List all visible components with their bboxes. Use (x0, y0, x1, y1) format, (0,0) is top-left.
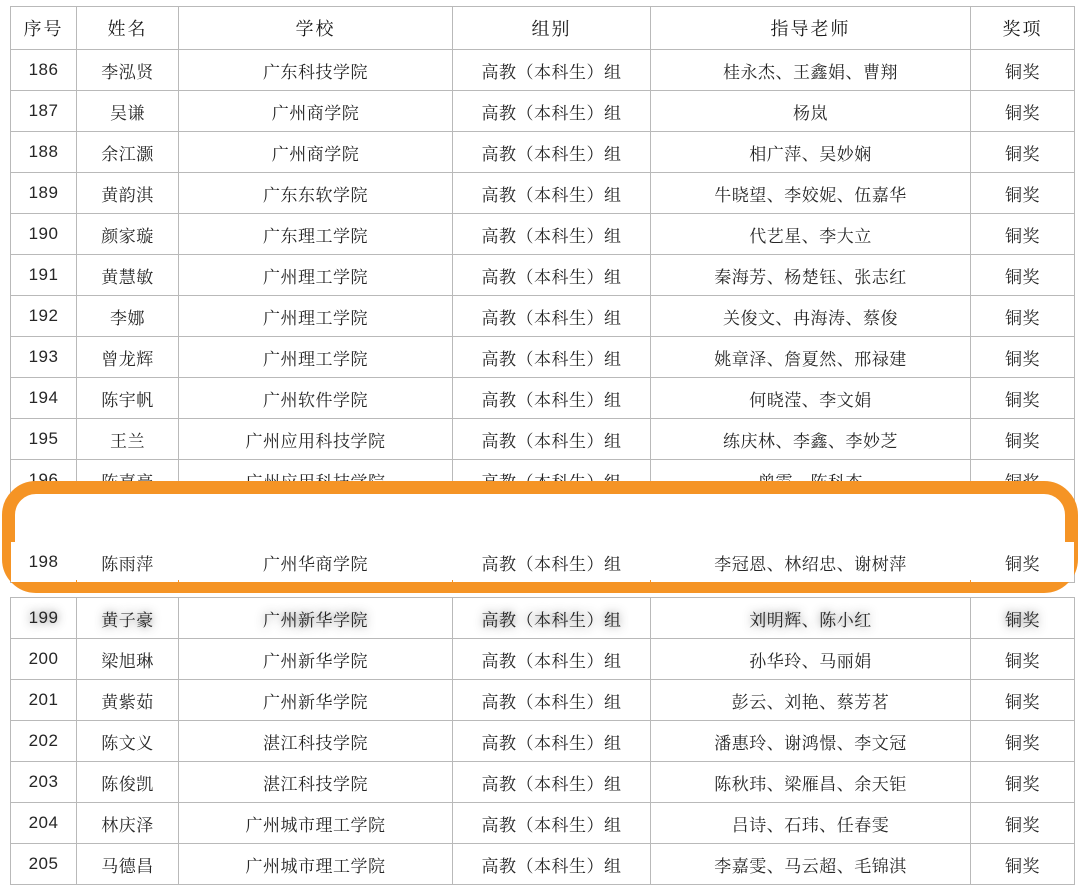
cell-mentor: 相广萍、吴妙娴 (651, 132, 971, 173)
cell-name: 陈宇帆 (77, 378, 179, 419)
cell-mentor: 陈秋玮、梁雁昌、余天钜 (651, 762, 971, 803)
table-row (11, 542, 1075, 583)
cell-group: 高教（本科生）组 (453, 639, 651, 680)
cell-award: 铜奖 (971, 803, 1075, 844)
cell-mentor: 秦海芳、杨楚钰、张志红 (651, 255, 971, 296)
award-list-table (10, 6, 1075, 885)
table-row (11, 255, 1075, 296)
cell-mentor: 关俊文、冉海涛、蔡俊 (651, 296, 971, 337)
cell-group: 高教（本科生）组 (453, 132, 651, 173)
table-row (11, 598, 1075, 639)
cell-name: 陈俊凯 (77, 762, 179, 803)
table-row (11, 173, 1075, 214)
cell-name: 梁旭琳 (77, 639, 179, 680)
cell-school: 广州城市理工学院 (179, 844, 453, 885)
cell-school: 广州应用科技学院 (179, 419, 453, 460)
cell-group: 高教（本科生）组 (453, 419, 651, 460)
row-spacer (11, 583, 1075, 598)
cell-name: 余江灏 (77, 132, 179, 173)
cell-school: 广州新华学院 (179, 680, 453, 721)
cell-school: 广州新华学院 (179, 639, 453, 680)
cell-award: 铜奖 (971, 173, 1075, 214)
table-row (11, 762, 1075, 803)
cell-award: 铜奖 (971, 337, 1075, 378)
cell-name: 马德昌 (77, 844, 179, 885)
cell-seq: 198 (11, 542, 77, 583)
cell-award: 铜奖 (971, 721, 1075, 762)
cell-group: 高教（本科生）组 (453, 50, 651, 91)
cell-group: 高教（本科生）组 (453, 762, 651, 803)
cell-name: 陈嘉豪 (77, 460, 179, 501)
cell-award: 铜奖 (971, 639, 1075, 680)
cell-mentor: 吕诗、石玮、任春雯 (651, 803, 971, 844)
cell-seq: 187 (11, 91, 77, 132)
column-header-school: 学校 (179, 7, 453, 50)
cell-group: 高教（本科生）组 (453, 214, 651, 255)
cell-name: 黄紫茹 (77, 680, 179, 721)
column-header-award: 奖项 (971, 7, 1075, 50)
cell-seq: 201 (11, 680, 77, 721)
cell-group: 高教（本科生）组 (453, 296, 651, 337)
table-body (11, 50, 1075, 885)
cell-seq: 189 (11, 173, 77, 214)
table-row (11, 50, 1075, 91)
cell-school: 广州新华学院 (179, 598, 453, 639)
cell-mentor: 曾霞、陈科杰 (651, 460, 971, 501)
cell-group: 高教（本科生）组 (453, 91, 651, 132)
cell-school: 广州软件学院 (179, 378, 453, 419)
cell-name: 王兰 (77, 419, 179, 460)
cell-award: 铜奖 (971, 598, 1075, 639)
cell-school: 广州理工学院 (179, 337, 453, 378)
cell-school: 广东理工学院 (179, 214, 453, 255)
column-header-name: 姓名 (77, 7, 179, 50)
cell-mentor: 彭云、刘艳、蔡芳茗 (651, 680, 971, 721)
cell-mentor: 李冠恩、林绍忠、谢树萍 (651, 542, 971, 583)
cell-seq: 191 (11, 255, 77, 296)
table-row (11, 680, 1075, 721)
cell-seq: 190 (11, 214, 77, 255)
cell-school: 广州商学院 (179, 91, 453, 132)
cell-seq: 194 (11, 378, 77, 419)
cell-award: 铜奖 (971, 132, 1075, 173)
cell-award: 铜奖 (971, 214, 1075, 255)
cell-school: 广州城市理工学院 (179, 803, 453, 844)
column-header-mentor: 指导老师 (651, 7, 971, 50)
cell-seq: 202 (11, 721, 77, 762)
cell-name: 李娜 (77, 296, 179, 337)
cell-seq: 186 (11, 50, 77, 91)
cell-award: 铜奖 (971, 378, 1075, 419)
cell-award: 铜奖 (971, 762, 1075, 803)
cell-group: 高教（本科生）组 (453, 378, 651, 419)
cell-name: 陈文义 (77, 721, 179, 762)
cell-school: 湛江科技学院 (179, 762, 453, 803)
cell-seq: 203 (11, 762, 77, 803)
cell-school: 广东科技学院 (179, 50, 453, 91)
cell-mentor: 练庆林、李鑫、李妙芝 (651, 419, 971, 460)
cell-group: 高教（本科生）组 (453, 542, 651, 583)
cell-mentor: 桂永杰、王鑫娟、曹翔 (651, 50, 971, 91)
cell-group: 高教（本科生）组 (453, 803, 651, 844)
cell-name: 黄慧敏 (77, 255, 179, 296)
cell-award: 铜奖 (971, 50, 1075, 91)
cell-seq: 204 (11, 803, 77, 844)
cell-group: 高教（本科生）组 (453, 844, 651, 885)
cell-school: 广州理工学院 (179, 296, 453, 337)
cell-school: 广州理工学院 (179, 255, 453, 296)
cell-group: 高教（本科生）组 (453, 721, 651, 762)
cell-seq: 196 (11, 460, 77, 501)
cell-name: 黄子豪 (77, 598, 179, 639)
cell-name: 李泓贤 (77, 50, 179, 91)
cell-award: 铜奖 (971, 542, 1075, 583)
cell-school: 广州应用科技学院 (179, 460, 453, 501)
cell-name: 黄韵淇 (77, 173, 179, 214)
table-row (11, 844, 1075, 885)
table-header-row (11, 7, 1075, 50)
table-row (11, 91, 1075, 132)
cell-mentor: 孙华玲、马丽娟 (651, 639, 971, 680)
table-row (11, 296, 1075, 337)
table-header (11, 7, 1075, 50)
table-row (11, 721, 1075, 762)
cell-group: 高教（本科生）组 (453, 173, 651, 214)
table-row (11, 337, 1075, 378)
cell-seq: 195 (11, 419, 77, 460)
cell-award: 铜奖 (971, 460, 1075, 501)
cell-group: 高教（本科生）组 (453, 598, 651, 639)
cell-award: 铜奖 (971, 680, 1075, 721)
cell-mentor: 刘明辉、陈小红 (651, 598, 971, 639)
column-header-seq: 序号 (11, 7, 77, 50)
cell-seq: 205 (11, 844, 77, 885)
cell-seq: 188 (11, 132, 77, 173)
table-row (11, 378, 1075, 419)
cell-name: 林庆泽 (77, 803, 179, 844)
cell-mentor: 姚章泽、詹夏然、邢禄建 (651, 337, 971, 378)
cell-school: 广州商学院 (179, 132, 453, 173)
table-row (11, 419, 1075, 460)
cell-seq: 199 (11, 598, 77, 639)
cell-school: 广东东软学院 (179, 173, 453, 214)
cell-mentor: 何晓滢、李文娟 (651, 378, 971, 419)
cell-mentor: 代艺星、李大立 (651, 214, 971, 255)
table-row (11, 214, 1075, 255)
cell-mentor: 牛晓望、李姣妮、伍嘉华 (651, 173, 971, 214)
cell-school: 广州华商学院 (179, 542, 453, 583)
cell-group: 高教（本科生）组 (453, 460, 651, 501)
cell-group: 高教（本科生）组 (453, 680, 651, 721)
table-row (11, 639, 1075, 680)
cell-award: 铜奖 (971, 844, 1075, 885)
cell-award: 铜奖 (971, 419, 1075, 460)
cell-name: 曾龙辉 (77, 337, 179, 378)
cell-seq: 192 (11, 296, 77, 337)
cell-school: 湛江科技学院 (179, 721, 453, 762)
cell-group: 高教（本科生）组 (453, 255, 651, 296)
cell-mentor: 李嘉雯、马云超、毛锦淇 (651, 844, 971, 885)
cell-seq: 193 (11, 337, 77, 378)
cell-name: 陈雨萍 (77, 542, 179, 583)
row-spacer-cell (11, 583, 1075, 598)
cell-group: 高教（本科生）组 (453, 337, 651, 378)
cell-mentor: 杨岚 (651, 91, 971, 132)
cell-award: 铜奖 (971, 296, 1075, 337)
column-header-group: 组别 (453, 7, 651, 50)
cell-name: 吴谦 (77, 91, 179, 132)
cell-mentor: 潘惠玲、谢鸿憬、李文冠 (651, 721, 971, 762)
table-row (11, 132, 1075, 173)
cell-award: 铜奖 (971, 91, 1075, 132)
cell-name: 颜家璇 (77, 214, 179, 255)
cell-seq: 200 (11, 639, 77, 680)
cell-award: 铜奖 (971, 255, 1075, 296)
table-row (11, 803, 1075, 844)
